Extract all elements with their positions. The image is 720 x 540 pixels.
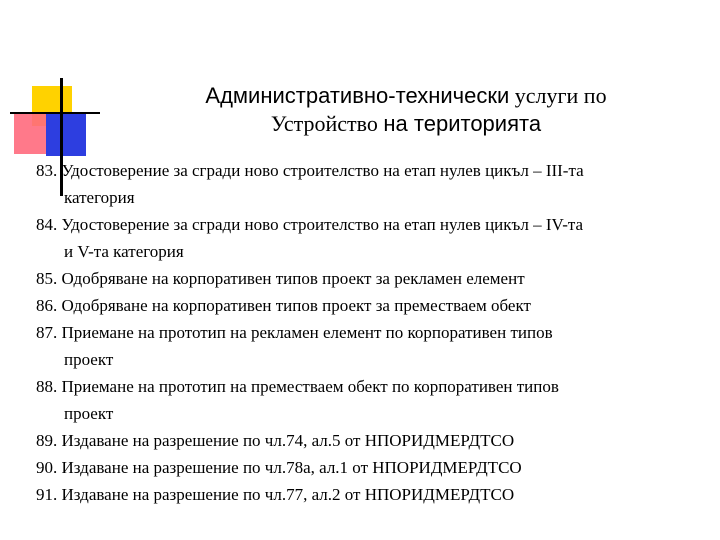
item-text: Издаване на разрешение по чл.78а, ал.1 от НПОРИДМЕРДТСО (61, 458, 522, 477)
decor-horizontal-line (10, 112, 100, 114)
item-text-continued: проект (64, 404, 114, 423)
list-item (36, 427, 704, 454)
title-line-1-part-2: услуги по (514, 83, 607, 108)
decor-square-blue (46, 114, 86, 156)
item-text-continued: проект (64, 350, 114, 369)
item-text: Приемане на прототип на преместваем обект по корпоративен типов (61, 377, 559, 396)
item-text-continued: категория (64, 188, 135, 207)
service-list (36, 157, 704, 508)
item-number: 87. (36, 323, 58, 342)
item-text: Издаване на разрешение по чл.77, ал.2 от НПОРИДМЕРДТСО (61, 485, 515, 504)
item-number: 90. (36, 458, 58, 477)
item-number: 86. (36, 296, 58, 315)
list-item (36, 319, 704, 373)
item-number: 88. (36, 377, 58, 396)
item-text: Удостоверение за сгради ново строителство на етап нулев цикъл – III-та (61, 161, 584, 180)
item-number: 84. (36, 215, 58, 234)
item-text: Удостоверение за сгради ново строителство на етап нулев цикъл – IV-та (61, 215, 584, 234)
title-line-1-part-1: Административно-технически (205, 83, 510, 108)
title-line-1 (100, 82, 712, 110)
list-item (36, 265, 704, 292)
list-item (36, 481, 704, 508)
item-number: 83. (36, 161, 58, 180)
title-line-2 (100, 110, 712, 138)
item-text: Одобряване на корпоративен типов проект за рекламен елемент (61, 269, 525, 288)
list-item (36, 211, 704, 265)
list-item (36, 373, 704, 427)
list-item (36, 454, 704, 481)
item-text: Приемане на прототип на рекламен елемент по корпоративен типов (61, 323, 553, 342)
item-number: 85. (36, 269, 58, 288)
item-text: Одобряване на корпоративен типов проект за преместваем обект (61, 296, 531, 315)
title-line-2-part-2: на територията (383, 111, 542, 136)
slide-title (100, 82, 712, 138)
item-number: 89. (36, 431, 58, 450)
list-item (36, 292, 704, 319)
item-number: 91. (36, 485, 58, 504)
list-item (36, 157, 704, 211)
title-line-2-part-1: Устройство (270, 111, 378, 136)
item-text: Издаване на разрешение по чл.74, ал.5 от НПОРИДМЕРДТСО (61, 431, 515, 450)
item-text-continued: и V-та категория (64, 242, 184, 261)
